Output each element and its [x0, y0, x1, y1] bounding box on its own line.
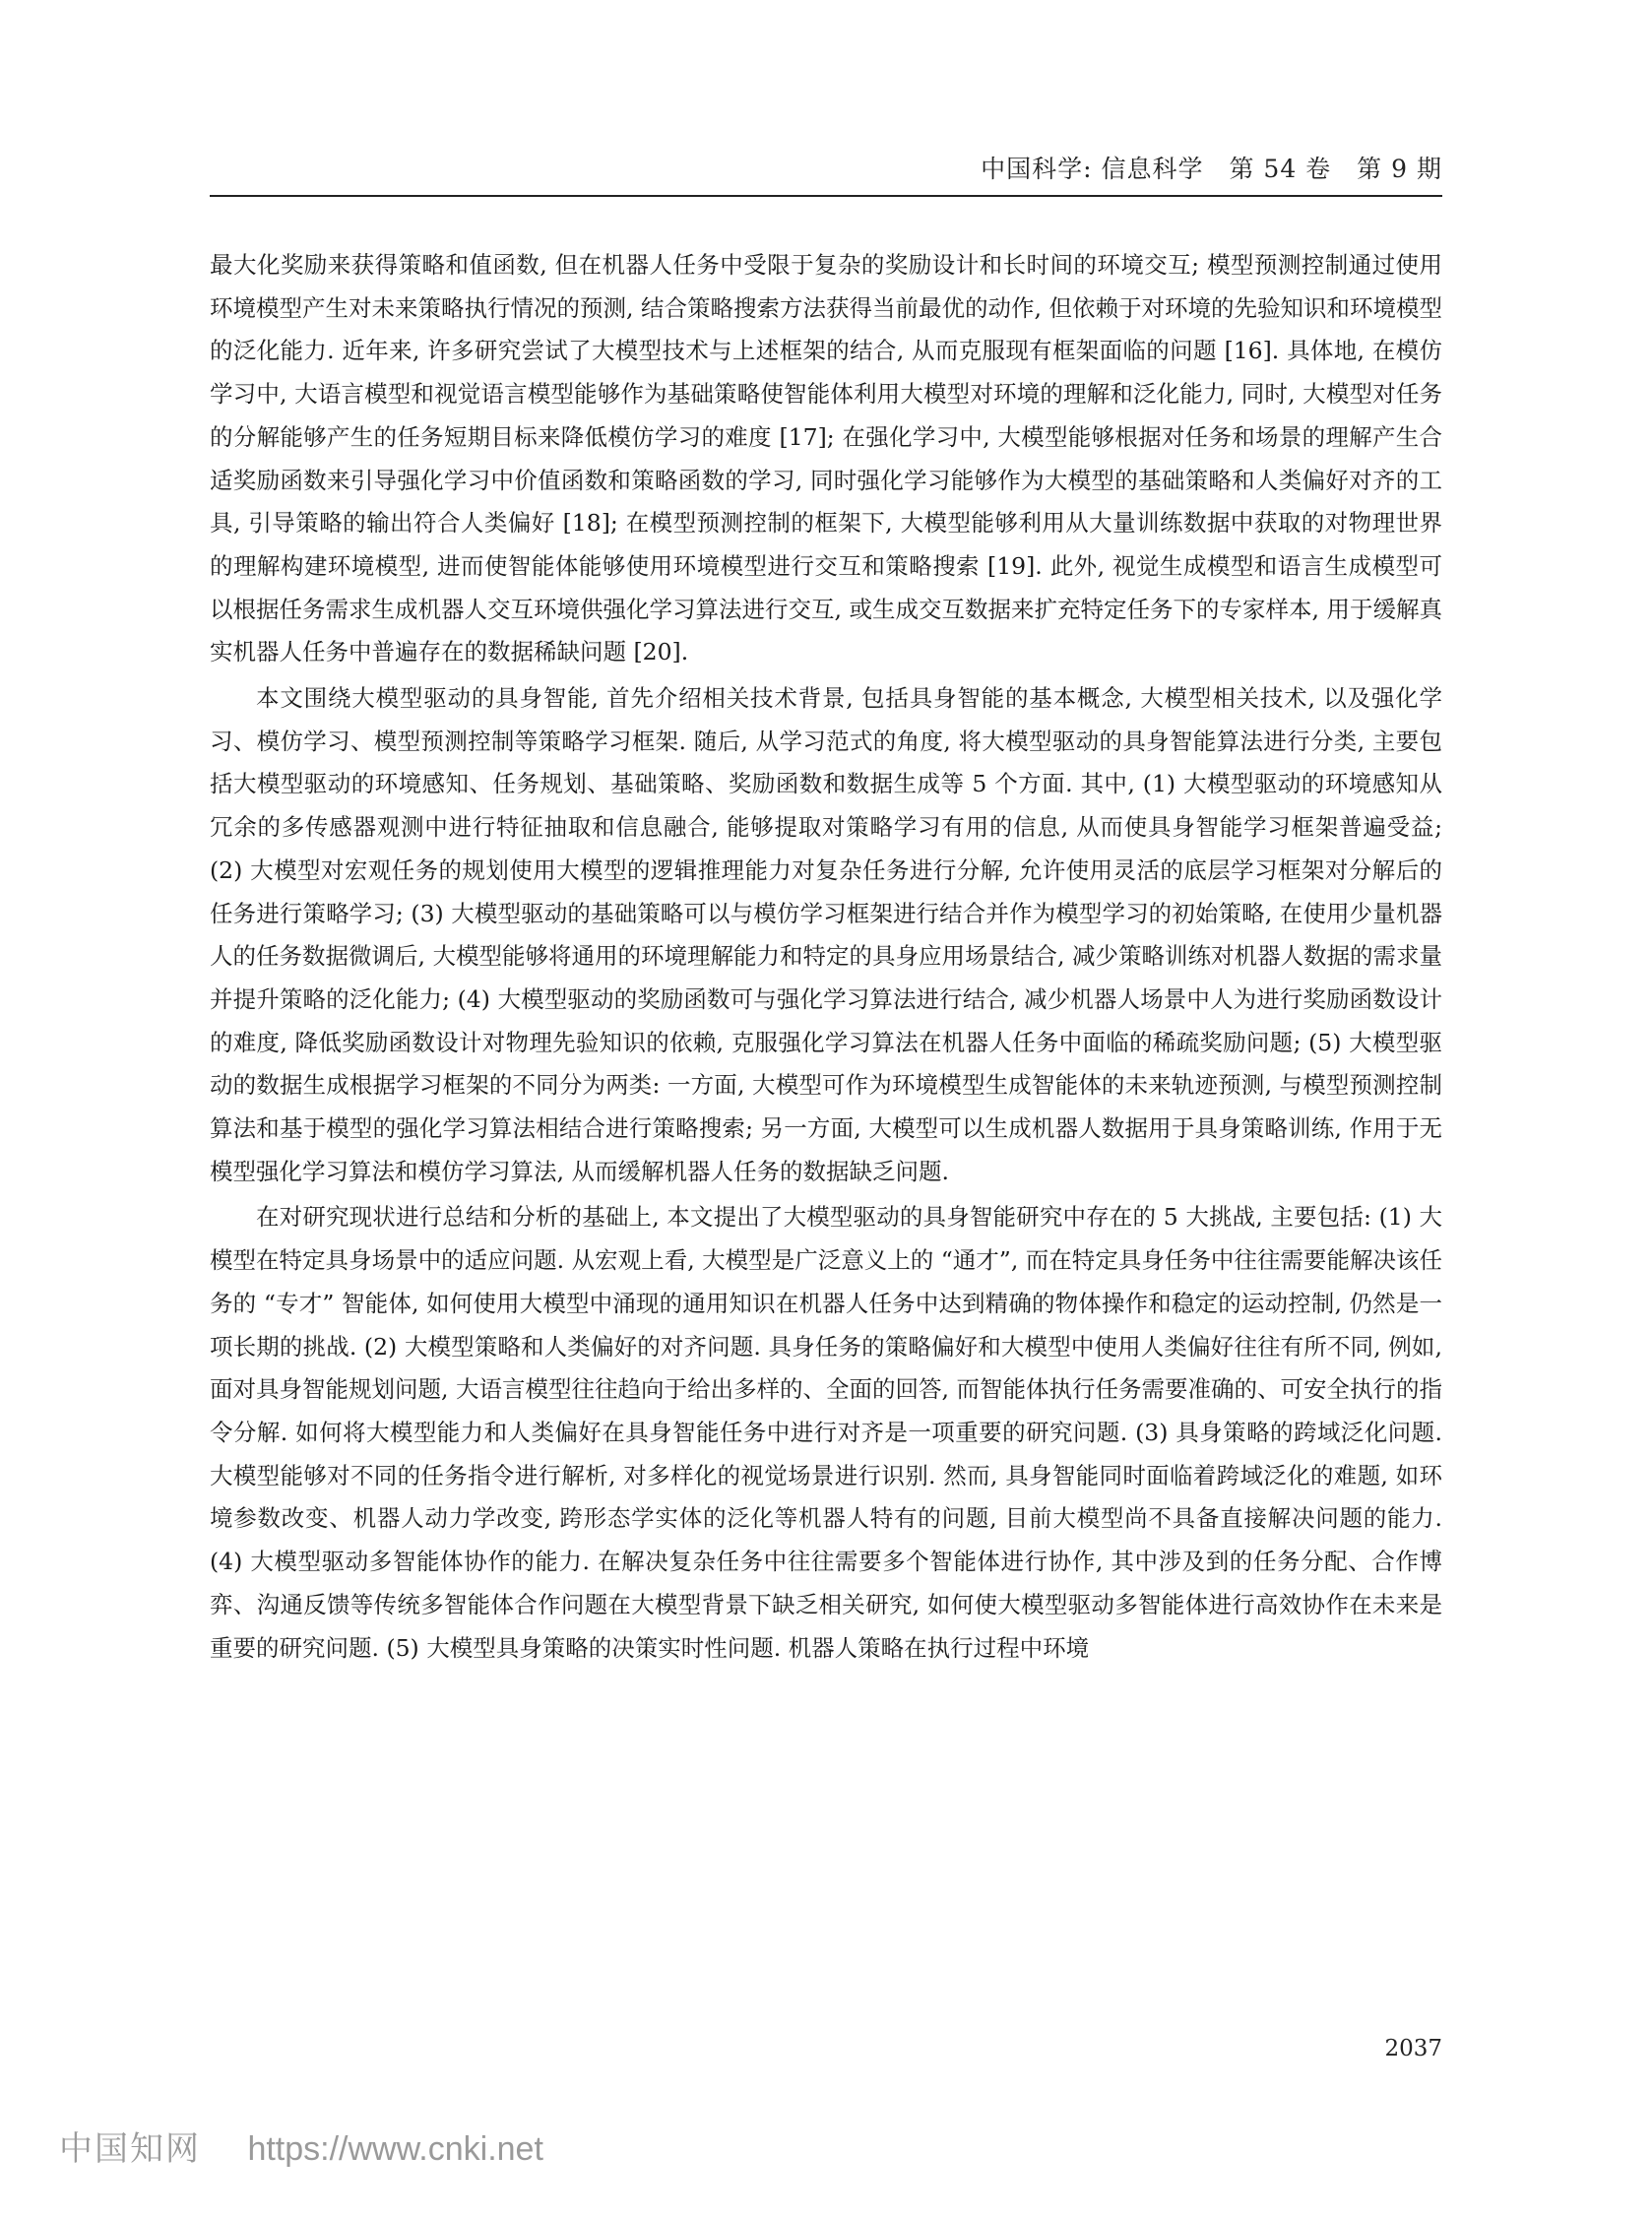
header-rule	[210, 195, 1442, 197]
paragraph-2: 本文围绕大模型驱动的具身智能, 首先介绍相关技术背景, 包括具身智能的基本概念, 大模型相关技术, 以及强化学习、模仿学习、模型预测控制等策略学习框架. 随后, 从学习范式的角度, 将大模型驱动的具身智能算法进行分类, 主要包括大模型驱动的环境感知、任务规划、基础策略、奖励函数和数据生成等 5 个方面. 其中, (1) 大模型驱动的环境感知从冗余的多传感器观测中进行特征抽取和信息融合, 能够提取对策略学习有用的信息, 从而使具身智能学习框架普遍受益; (2) 大模型对宏观任务的规划使用大模型的逻辑推理能力对复杂任务进行分解, 允许使用灵活的底层学习框架对分解后的任务进行策略学习; (3) 大模型驱动的基础策略可以与模仿学习框架进行结合并作为模型学习的初始策略, 在使用少量机器人的任务数据微调后, 大模型能够将通用的环境理解能力和特定的具身应用场景结合, 减少策略训练对机器人数据的需求量并提升策略的泛化能力; (4) 大模型驱动的奖励函数可与强化学习算法进行结合, 减少机器人场景中人为进行奖励函数设计的难度, 降低奖励函数设计对物理先验知识的依赖, 克服强化学习算法在机器人任务中面临的稀疏奖励问题; (5) 大模型驱动的数据生成根据学习框架的不同分为两类: 一方面, 大模型可作为环境模型生成智能体的未来轨迹预测, 与模型预测控制算法和基于模型的强化学习算法相结合进行策略搜索; 另一方面, 大模型可以生成机器人数据用于具身策略训练, 作用于无模型强化学习算法和模仿学习算法, 从而缓解机器人任务的数据缺乏问题.	[210, 684, 1442, 1185]
watermark-logo-text: 中国知网	[59, 2130, 201, 2168]
paragraph-1: 最大化奖励来获得策略和值函数, 但在机器人任务中受限于复杂的奖励设计和长时间的环境交互; 模型预测控制通过使用环境模型产生对未来策略执行情况的预测, 结合策略搜索方法获得当前最优的动作, 但依赖于对环境的先验知识和环境模型的泛化能力. 近年来, 许多研究尝试了大模型技术与上述框架的结合, 从而克服现有框架面临的问题 [16]. 具体地, 在模仿学习中, 大语言模型和视觉语言模型能够作为基础策略使智能体利用大模型对环境的理解和泛化能力, 同时, 大模型对任务的分解能够产生的任务短期目标来降低模仿学习的难度 [17]; 在强化学习中, 大模型能够根据对任务和场景的理解产生合适奖励函数来引导强化学习中价值函数和策略函数的学习, 同时强化学习能够作为大模型的基础策略和人类偏好对齐的工具, 引导策略的输出符合人类偏好 [18]; 在模型预测控制的框架下, 大模型能够利用从大量训练数据中获取的对物理世界的理解构建环境模型, 进而使智能体能够使用环境模型进行交互和策略搜索 [19]. 此外, 视觉生成模型和语言生成模型可以根据任务需求生成机器人交互环境供强化学习算法进行交互, 或生成交互数据来扩充特定任务下的专家样本, 用于缓解真实机器人任务中普遍存在的数据稀缺问题 [20].	[210, 251, 1442, 666]
paragraph-3: 在对研究现状进行总结和分析的基础上, 本文提出了大模型驱动的具身智能研究中存在的 5 大挑战, 主要包括: (1) 大模型在特定具身场景中的适应问题. 从宏观上看, 大模型是广泛意义上的 “通才”, 而在特定具身任务中往往需要能解决该任务的 “专才” 智能体, 如何使用大模型中涌现的通用知识在机器人任务中达到精确的物体操作和稳定的运动控制, 仍然是一项长期的挑战. (2) 大模型策略和人类偏好的对齐问题. 具身任务的策略偏好和大模型中使用人类偏好往往有所不同, 例如, 面对具身智能规划问题, 大语言模型往往趋向于给出多样的、全面的回答, 而智能体执行任务需要准确的、可安全执行的指令分解. 如何将大模型能力和人类偏好在具身智能任务中进行对齐是一项重要的研究问题. (3) 具身策略的跨域泛化问题. 大模型能够对不同的任务指令进行解析, 对多样化的视觉场景进行识别. 然而, 具身智能同时面临着跨域泛化的难题, 如环境参数改变、机器人动力学改变, 跨形态学实体的泛化等机器人特有的问题, 目前大模型尚不具备直接解决问题的能力. (4) 大模型驱动多智能体协作的能力. 在解决复杂任务中往往需要多个智能体进行协作, 其中涉及到的任务分配、合作博弈、沟通反馈等传统多智能体合作问题在大模型背景下缺乏相关研究, 如何使大模型驱动多智能体进行高效协作在未来是重要的研究问题. (5) 大模型具身策略的决策实时性问题. 机器人策略在执行过程中环境	[210, 1203, 1442, 1662]
body-text	[210, 244, 1442, 1673]
watermark-url: https://www.cnki.net	[247, 2130, 543, 2168]
page-number: 2037	[1384, 2036, 1442, 2061]
running-head: 中国科学: 信息科学 第 54 卷 第 9 期	[981, 155, 1442, 183]
cnki-watermark	[59, 2122, 543, 2170]
